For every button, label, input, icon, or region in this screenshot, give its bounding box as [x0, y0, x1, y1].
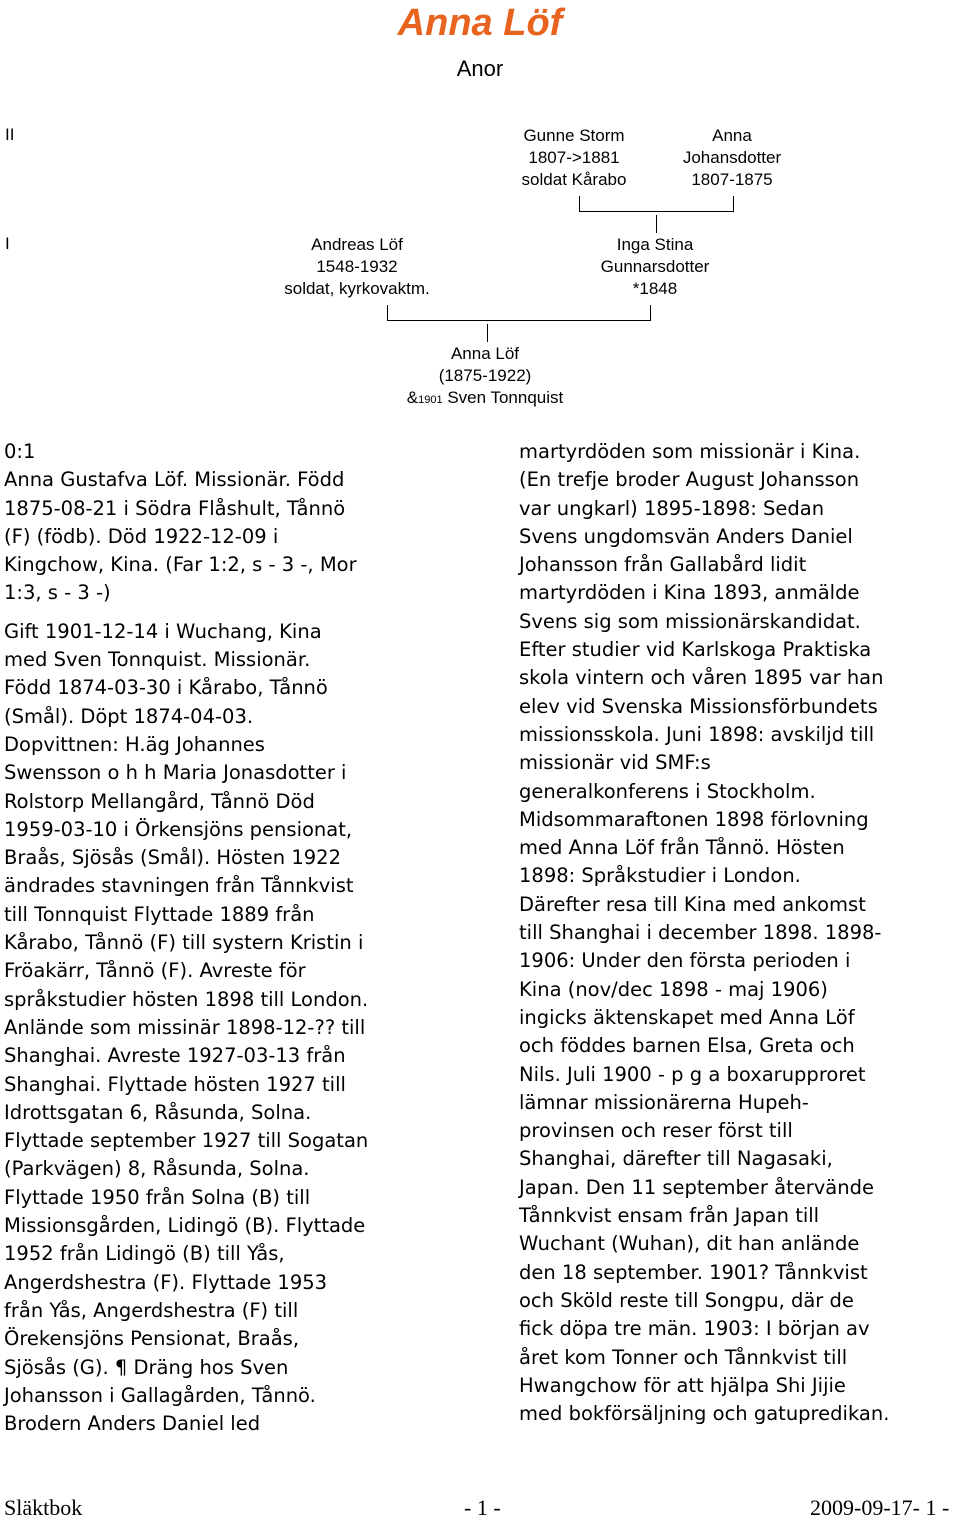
- text-line: 1906: Under den första perioden i: [519, 949, 851, 973]
- text-line: Johansson från Gallabård lidit: [519, 553, 807, 577]
- text-line: Hwangchow för att hjälpa Shi Jijie: [519, 1373, 846, 1397]
- text-line: till Shanghai i december 1898. 1898-: [519, 921, 882, 945]
- text-line: Anlände som missinär 1898-12-?? till: [4, 1015, 366, 1039]
- text-line: skola vintern och våren 1895 var han: [519, 666, 884, 690]
- text-line: 1898: Språkstudier i London.: [519, 864, 801, 888]
- text-line: Därefter resa till Kina med ankomst: [519, 892, 866, 916]
- text-line: Anna Gustafva Löf. Missionär. Född: [4, 468, 345, 492]
- text-line: den 18 september. 1901? Tånnkvist: [519, 1260, 868, 1284]
- text-line: (F) (födb). Död 1922-12-09 i: [4, 524, 279, 548]
- text-line: och Sköld reste till Songpu, där de: [519, 1288, 854, 1312]
- text-line: Sjösås (G). ¶ Dräng hos Sven: [4, 1355, 289, 1379]
- text-line: med Sven Tonnquist. Missionär.: [4, 648, 311, 672]
- connector-line: [579, 211, 733, 212]
- text-line: (Smål). Döpt 1874-04-03.: [4, 704, 254, 728]
- text-line: missionsskola. Juni 1898: avskiljd till: [519, 722, 875, 746]
- father: Andreas Löf 1548-1932 soldat, kyrkovaktm.: [284, 235, 430, 298]
- text-line: Tånnkvist ensam från Japan till: [519, 1204, 820, 1228]
- footer-left: Släktbok: [4, 1495, 83, 1520]
- text-line: Gift 1901-12-14 i Wuchang, Kina: [4, 619, 322, 643]
- footer-date: 2009-09-17- 1 -: [810, 1495, 950, 1520]
- text-line: Missionsgården, Lidingö (B). Flyttade: [4, 1214, 366, 1238]
- text-line: (En trefje broder August Johansson: [519, 468, 860, 492]
- text-line: missionär vid SMF:s: [519, 751, 711, 775]
- text-line: och föddes barnen Elsa, Greta och: [519, 1034, 855, 1058]
- text-line: Örekensjöns Pensionat, Braås,: [4, 1327, 300, 1351]
- text-line: lämnar missionärerna Hupeh-: [519, 1090, 809, 1114]
- text-line: Kårabo, Tånnö (F) till systern Kristin i: [4, 931, 364, 955]
- page-title: Anna Löf: [397, 2, 563, 44]
- text-line: generalkonferens i Stockholm.: [519, 779, 816, 803]
- marriage-line: &1901 Sven Tonnquist: [406, 388, 564, 407]
- connector-line: [650, 305, 651, 321]
- text-line: Angerdshestra (F). Flyttade 1953: [4, 1270, 328, 1294]
- paternal-grandfather: Gunne Storm 1807->1881 soldat Kårabo: [521, 126, 627, 189]
- text-line: Dopvittnen: H.äg Johannes: [4, 732, 265, 756]
- text-line: språkstudier hösten 1898 till London.: [4, 987, 369, 1011]
- connector-line: [387, 305, 388, 321]
- text-line: till Tonnquist Flyttade 1889 från: [4, 902, 315, 926]
- text-line: Svens sig som missionärskandidat.: [519, 609, 861, 633]
- text-line: martyrdöden som missionär i Kina.: [519, 440, 861, 463]
- text-line: Nils. Juli 1900 - p g a boxarupproret: [519, 1062, 866, 1086]
- connector-line: [733, 196, 734, 212]
- text-line: 1:3, s - 3 -): [4, 581, 111, 605]
- text-line: Brodern Anders Daniel led: [4, 1412, 261, 1436]
- right-text-column: [519, 438, 889, 1428]
- text-line: Midsommaraftonen 1898 förlovning: [519, 807, 869, 831]
- mother: Inga Stina Gunnarsdotter *1848: [600, 235, 710, 298]
- page-subtitle: Anor: [456, 56, 504, 81]
- text-line: 1959-03-10 i Örkensjöns pensionat,: [4, 817, 353, 841]
- text-line: Rolstorp Mellangård, Tånnö Död: [4, 789, 315, 813]
- text-line: martyrdöden i Kina 1893, anmälde: [519, 581, 860, 605]
- connector-line: [656, 215, 657, 233]
- text-line: Fröakärr, Tånnö (F). Avreste för: [4, 959, 306, 983]
- text-line: Johansson i Gallagården, Tånnö.: [4, 1383, 316, 1407]
- text-line: med Anna Löf från Tånnö. Hösten: [519, 836, 845, 860]
- text-line: från Yås, Angerdshestra (F) till: [4, 1298, 299, 1322]
- left-text-column: [4, 438, 368, 1438]
- text-line: 1875-08-21 i Södra Flåshult, Tånnö: [4, 496, 346, 520]
- text-line: Efter studier vid Karlskoga Praktiska: [519, 638, 872, 662]
- text-line: Swensson o h h Maria Jonasdotter i: [4, 761, 347, 785]
- text-line: året kom Tonner och Tånnkvist till: [519, 1345, 848, 1369]
- text-line: Idrottsgatan 6, Råsunda, Solna.: [4, 1100, 312, 1124]
- text-line: fick döpa tre män. 1903: I början av: [519, 1317, 870, 1341]
- generation-label-2: II: [5, 125, 15, 144]
- text-line: ingicks äktenskapet med Anna Löf: [519, 1005, 855, 1029]
- text-line: Kingchow, Kina. (Far 1:2, s - 3 -, Mor: [4, 553, 357, 577]
- paternal-grandmother: Anna Johansdotter 1807-1875: [682, 126, 782, 189]
- generation-label-1: I: [5, 234, 10, 253]
- text-line: Flyttade september 1927 till Sogatan: [4, 1129, 369, 1153]
- connector-line: [387, 320, 650, 321]
- connector-line: [487, 324, 488, 342]
- text-line: Kina (nov/dec 1898 - maj 1906): [519, 977, 828, 1001]
- text-line: med bokförsäljning och gatupredikan.: [519, 1402, 890, 1426]
- text-line: Japan. Den 11 september återvände: [519, 1175, 874, 1199]
- text-line: Braås, Sjösås (Smål). Hösten 1922: [4, 846, 341, 870]
- text-line: Shanghai. Flyttade hösten 1927 till: [4, 1072, 346, 1096]
- text-line: var ungkarl) 1895-1898: Sedan: [519, 496, 825, 520]
- connector-line: [579, 196, 580, 212]
- text-line: elev vid Svenska Missionsförbundets: [519, 694, 878, 718]
- text-line: Wuchant (Wuhan), dit han anlände: [519, 1232, 860, 1256]
- text-line: Shanghai. Avreste 1927-03-13 från: [4, 1044, 346, 1068]
- text-line: 0:1: [4, 440, 36, 463]
- text-line: ändrades stavningen från Tånnkvist: [4, 874, 354, 898]
- text-line: (Parkvägen) 8, Råsunda, Solna.: [4, 1157, 310, 1181]
- root-person: Anna Löf (1875-1922) &1901 Sven Tonnquist: [340, 343, 630, 411]
- text-line: Shanghai, därefter till Nagasaki,: [519, 1147, 833, 1171]
- text-line: provinsen och reser först till: [519, 1119, 793, 1143]
- text-line: Född 1874-03-30 i Kårabo, Tånnö: [4, 676, 328, 700]
- text-line: Flyttade 1950 från Solna (B) till: [4, 1185, 311, 1209]
- footer-page-number: - 1 -: [464, 1495, 501, 1520]
- text-line: 1952 från Lidingö (B) till Yås,: [4, 1242, 285, 1266]
- text-line: Svens ungdomsvän Anders Daniel: [519, 524, 853, 548]
